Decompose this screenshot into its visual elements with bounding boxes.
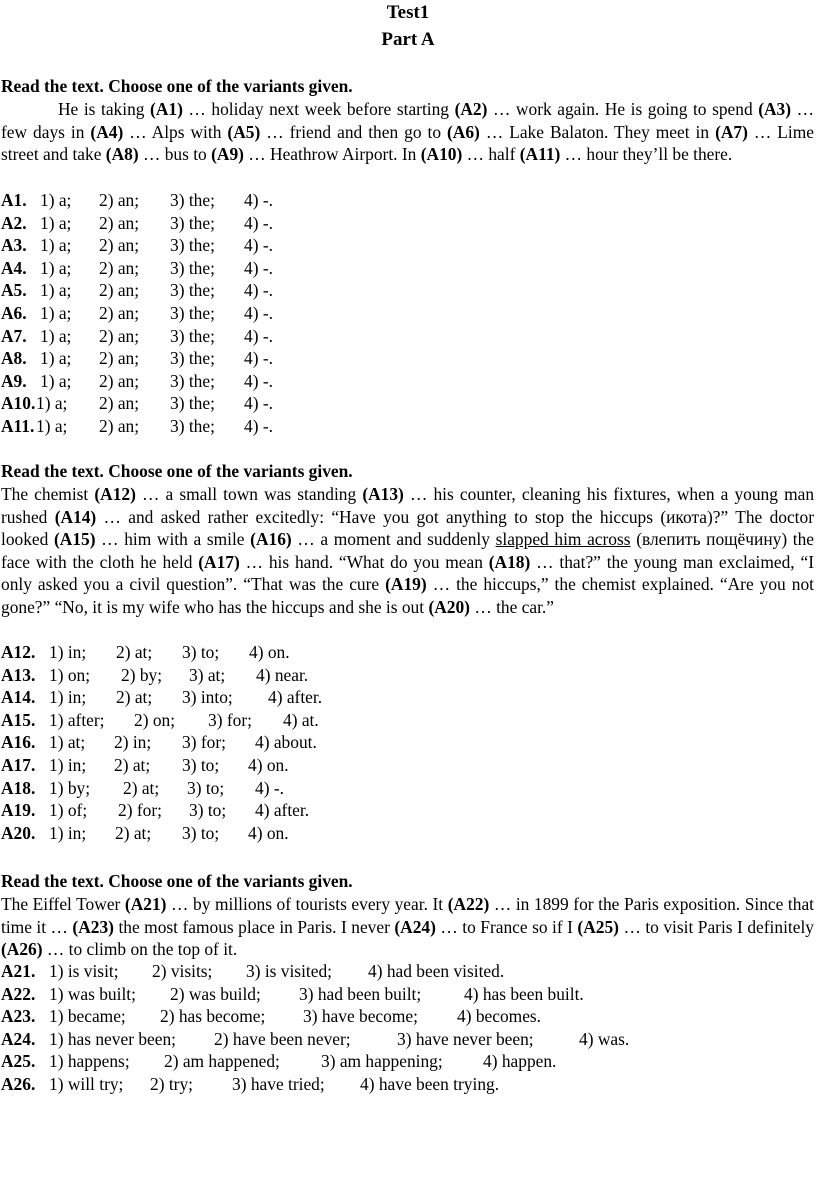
question-label: A21. xyxy=(1,961,36,981)
text-run: … Lake Balaton. They meet in xyxy=(479,121,716,142)
text-run: … Alps with xyxy=(123,121,228,142)
answer-option[interactable]: 2) an; xyxy=(99,212,140,233)
answer-option[interactable]: 2) an; xyxy=(99,325,140,346)
answer-option[interactable]: 1) a; xyxy=(40,257,72,278)
answer-option[interactable]: 4) about. xyxy=(255,732,317,753)
answer-option[interactable]: 1) will try; xyxy=(49,1074,124,1094)
answer-option[interactable]: 2) have been never; xyxy=(214,1028,351,1049)
answer-option[interactable]: 1) a; xyxy=(40,280,72,301)
answer-option[interactable]: 1) a; xyxy=(40,235,72,256)
answer-option[interactable]: 1) was built; xyxy=(49,983,136,1004)
answer-option[interactable]: 2) at; xyxy=(116,687,153,708)
answer-option[interactable]: 3) the; xyxy=(170,416,215,436)
answer-option[interactable]: 3) have tried; xyxy=(232,1074,325,1094)
answer-option[interactable]: 4) -. xyxy=(244,212,273,233)
question-label: A17. xyxy=(1,755,36,775)
gap-marker: (A14) xyxy=(54,506,97,527)
answer-option[interactable]: 2) an; xyxy=(99,393,140,414)
answer-option[interactable]: 2) visits; xyxy=(152,961,213,981)
answer-option[interactable]: 3) have never been; xyxy=(397,1028,534,1049)
gap-marker: (A25) xyxy=(577,916,619,937)
gap-marker: (A5) xyxy=(227,121,261,142)
question-label: A15. xyxy=(1,709,36,730)
question-label: A5. xyxy=(1,280,27,301)
text-run: … by millions of tourists every year. It xyxy=(166,894,448,914)
gap-marker: (A1) xyxy=(150,99,183,119)
question-label: A10. xyxy=(1,393,36,414)
question-label: A23. xyxy=(1,1006,36,1027)
answer-option[interactable]: 3) for; xyxy=(208,709,252,730)
answer-option[interactable]: 2) an; xyxy=(99,348,140,369)
answer-option[interactable]: 1) a; xyxy=(40,325,72,346)
answer-option[interactable]: 3) to; xyxy=(187,777,225,798)
text-run: … to France so if I xyxy=(435,916,578,937)
answer-option[interactable]: 1) in; xyxy=(49,687,87,708)
answer-option[interactable]: 1) a; xyxy=(40,190,72,210)
answer-option[interactable]: 3) have become; xyxy=(303,1006,418,1027)
gap-marker: (A21) xyxy=(124,894,167,914)
question-label: A6. xyxy=(1,303,27,323)
answer-option[interactable]: 4) -. xyxy=(244,416,273,436)
question-label: A13. xyxy=(1,664,36,685)
question-label: A24. xyxy=(1,1028,36,1049)
answer-option[interactable]: 3) am happening; xyxy=(321,1051,443,1072)
text-run: … the hiccups,” the chemist explained. “Are you not gone?” “No, it is my wife who has the hiccups and she is out xyxy=(1,574,814,617)
answer-option[interactable]: 2) an; xyxy=(99,235,140,256)
answer-option[interactable]: 3) is visited; xyxy=(246,961,332,981)
answer-option[interactable]: 2) an; xyxy=(99,280,140,301)
answer-option[interactable]: 3) the; xyxy=(170,303,215,323)
answer-option[interactable]: 3) the; xyxy=(170,393,215,414)
question-label: A3. xyxy=(1,235,27,256)
text-run: … few days in xyxy=(1,99,814,142)
answer-option[interactable]: 4) on. xyxy=(249,642,290,662)
answer-option[interactable]: 1) a; xyxy=(40,303,72,323)
gap-marker: (A23) xyxy=(72,916,114,937)
section2-instruction: Read the text. Choose one of the variants given. xyxy=(1,461,353,481)
answer-option[interactable]: 1) a; xyxy=(40,212,72,233)
text-run: … a moment and suddenly xyxy=(291,529,496,550)
answer-option[interactable]: 1) at; xyxy=(49,732,86,753)
answer-option[interactable]: 3) the; xyxy=(170,190,215,210)
gap-marker: (A16) xyxy=(250,529,292,550)
answer-option[interactable]: 1) is visit; xyxy=(49,961,119,981)
answer-option[interactable]: 3) the; xyxy=(170,325,215,346)
answer-option[interactable]: 1) a; xyxy=(40,348,72,369)
text-run: The Eiffel Tower xyxy=(1,894,125,914)
answer-option[interactable]: 1) a; xyxy=(36,393,68,414)
gap-marker: (A10) xyxy=(420,144,463,165)
gap-marker: (A22) xyxy=(447,894,490,914)
answer-option[interactable]: 2) at; xyxy=(116,642,153,662)
answer-option[interactable]: 1) on; xyxy=(49,664,91,685)
question-label: A8. xyxy=(1,348,27,369)
answer-option[interactable]: 1) a; xyxy=(36,416,68,436)
question-label: A26. xyxy=(1,1074,36,1094)
text-run: … him with a smile xyxy=(95,529,251,550)
answer-option[interactable]: 2) by; xyxy=(121,664,163,685)
answer-option[interactable]: 4) -. xyxy=(244,325,273,346)
answer-option[interactable]: 3) the; xyxy=(170,280,215,301)
answer-option[interactable]: 3) into; xyxy=(182,687,233,708)
answer-option[interactable]: 3) to; xyxy=(182,642,220,662)
gap-marker: (A8) xyxy=(105,144,139,165)
text-run: … work again. He is going to spend xyxy=(487,99,759,119)
answer-option[interactable]: 4) happen. xyxy=(483,1051,557,1072)
answer-option[interactable]: 1) happens; xyxy=(49,1051,130,1072)
answer-option[interactable]: 3) for; xyxy=(182,732,226,753)
answer-option[interactable]: 1) of; xyxy=(49,800,88,821)
document-title: Test1 xyxy=(386,2,430,23)
answer-option[interactable]: 1) in; xyxy=(49,822,87,843)
answer-option[interactable]: 2) an; xyxy=(99,190,140,210)
answer-option[interactable]: 4) -. xyxy=(244,235,273,256)
answer-option[interactable]: 2) was build; xyxy=(170,983,261,1004)
text-run: the most famous place in Paris. I never xyxy=(113,916,395,937)
answer-option[interactable]: 2) at; xyxy=(115,822,152,843)
answer-option[interactable]: 4) at. xyxy=(283,709,319,730)
answer-option[interactable]: 3) at; xyxy=(189,664,226,685)
answer-option[interactable]: 1) became; xyxy=(49,1006,126,1027)
answer-option[interactable]: 1) after; xyxy=(49,709,105,730)
answer-option[interactable]: 2) try; xyxy=(150,1074,193,1094)
question-label: A19. xyxy=(1,800,36,821)
answer-option[interactable]: 2) am happened; xyxy=(164,1051,280,1072)
question-label: A4. xyxy=(1,257,27,278)
question-label: A14. xyxy=(1,687,36,708)
text-run: … his counter, cleaning his fixtures, when a young man rushed xyxy=(1,484,815,527)
answer-option[interactable]: 4) on. xyxy=(248,822,289,843)
answer-option[interactable]: 2) an; xyxy=(99,303,140,323)
text-run: The chemist xyxy=(1,484,95,504)
gap-marker: (A26) xyxy=(1,939,43,960)
answer-option[interactable]: 4) -. xyxy=(244,348,273,369)
answer-option[interactable]: 4) -. xyxy=(244,393,273,414)
gap-marker: (A20) xyxy=(428,596,470,617)
section1-instruction: Read the text. Choose one of the variants given. xyxy=(1,76,353,96)
answer-option[interactable]: 2) at; xyxy=(123,777,160,798)
answer-option[interactable]: 4) -. xyxy=(255,777,284,798)
answer-option[interactable]: 4) have been trying. xyxy=(360,1074,500,1094)
answer-option[interactable]: 3) to; xyxy=(182,822,220,843)
question-label: A22. xyxy=(1,983,36,1004)
answer-option[interactable]: 4) has been built. xyxy=(464,983,584,1004)
text-run: … to visit Paris I definitely xyxy=(618,916,814,937)
question-label: A12. xyxy=(1,642,36,662)
underlined-phrase: slapped him across xyxy=(495,529,631,550)
gap-marker: (A3) xyxy=(758,99,792,119)
answer-option[interactable]: 1) in; xyxy=(49,755,87,775)
answer-option[interactable]: 4) -. xyxy=(244,303,273,323)
gap-marker: (A24) xyxy=(394,916,436,937)
text-run: … to climb on the top of it. xyxy=(42,939,238,960)
answer-option[interactable]: 2) for; xyxy=(118,800,162,821)
text-run: He is taking xyxy=(58,99,151,119)
answer-option[interactable]: 1) a; xyxy=(40,370,72,391)
document-subtitle: Part A xyxy=(381,29,435,50)
text-run: … hour they’ll be there. xyxy=(560,144,733,165)
answer-option[interactable]: 3) had been built; xyxy=(299,983,422,1004)
text-run: … bus to xyxy=(138,144,212,165)
text-run: … half xyxy=(462,144,520,165)
answer-option[interactable]: 4) -. xyxy=(244,370,273,391)
gap-marker: (A17) xyxy=(198,551,240,572)
answer-option[interactable]: 2) an; xyxy=(99,257,140,278)
answer-option[interactable]: 2) on; xyxy=(134,709,176,730)
gap-marker: (A7) xyxy=(715,121,748,142)
gap-marker: (A19) xyxy=(385,574,427,595)
answer-option[interactable]: 3) the; xyxy=(170,257,215,278)
gap-marker: (A18) xyxy=(488,551,531,572)
gap-marker: (A4) xyxy=(90,121,124,142)
answer-option[interactable]: 3) to; xyxy=(189,800,227,821)
text-run: (влепить пощёчину) the face with the cloth he held xyxy=(1,529,814,572)
text-run: … in 1899 for the Paris exposition. Since that time it … xyxy=(1,894,814,937)
gap-marker: (A9) xyxy=(211,144,244,165)
answer-option[interactable]: 4) was. xyxy=(579,1028,630,1049)
gap-marker: (A15) xyxy=(53,529,96,550)
answer-option[interactable]: 4) becomes. xyxy=(457,1006,542,1027)
section3-instruction: Read the text. Choose one of the variants given. xyxy=(1,871,353,891)
question-label: A25. xyxy=(1,1051,36,1072)
text-run: … that?” the young man exclaimed, “I only asked you a civil question”. “That was the cure xyxy=(1,551,814,595)
gap-marker: (A12) xyxy=(94,484,136,504)
section2-text xyxy=(1,483,814,619)
answer-option[interactable]: 4) on. xyxy=(248,755,289,775)
question-label: A1. xyxy=(1,190,27,210)
section3-text xyxy=(1,893,814,961)
answer-option[interactable]: 4) after. xyxy=(255,800,310,821)
answer-option[interactable]: 3) the; xyxy=(170,348,215,369)
question-label: A7. xyxy=(1,325,27,346)
question-label: A20. xyxy=(1,822,36,843)
answer-option[interactable]: 3) the; xyxy=(170,370,215,391)
answer-option[interactable]: 2) in; xyxy=(114,732,152,753)
answer-option[interactable]: 1) has never been; xyxy=(49,1028,176,1049)
question-label: A16. xyxy=(1,732,36,753)
answer-option[interactable]: 1) by; xyxy=(49,777,91,798)
section1-text xyxy=(1,98,814,166)
question-label: A9. xyxy=(1,370,27,391)
text-run: … friend and then go to xyxy=(260,121,448,142)
answer-option[interactable]: 4) after. xyxy=(268,687,323,708)
answer-option[interactable]: 2) at; xyxy=(114,755,151,775)
answer-option[interactable]: 4) had been visited. xyxy=(368,961,505,981)
answer-option[interactable]: 2) an; xyxy=(99,370,140,391)
answer-option[interactable]: 3) to; xyxy=(182,755,220,775)
text-run: … holiday next week before starting xyxy=(182,99,455,119)
text-run: … a small town was standing xyxy=(135,484,363,504)
answer-option[interactable]: 2) an; xyxy=(99,416,140,436)
answer-option[interactable]: 2) has become; xyxy=(160,1006,266,1027)
gap-marker: (A6) xyxy=(447,121,480,142)
text-run: … his hand. “What do you mean xyxy=(239,551,489,572)
gap-marker: (A2) xyxy=(454,99,488,119)
answer-option[interactable]: 4) -. xyxy=(244,190,273,210)
answer-option[interactable]: 4) near. xyxy=(256,664,309,685)
gap-marker: (A11) xyxy=(519,144,561,165)
text-run: … the car.” xyxy=(469,596,554,617)
answer-option[interactable]: 4) -. xyxy=(244,280,273,301)
question-label: A18. xyxy=(1,777,36,798)
gap-marker: (A13) xyxy=(362,484,404,504)
answer-option[interactable]: 1) in; xyxy=(49,642,87,662)
text-run: … Heathrow Airport. In xyxy=(243,144,421,165)
text-run: … and asked rather excitedly: “Have you got anything to stop the hiccups (икота)?” The doctor looked xyxy=(1,506,814,550)
question-label: A11. xyxy=(1,416,35,436)
answer-option[interactable]: 4) -. xyxy=(244,257,273,278)
question-label: A2. xyxy=(1,212,27,233)
answer-option[interactable]: 3) the; xyxy=(170,212,215,233)
answer-option[interactable]: 3) the; xyxy=(170,235,215,256)
text-run: … Lime street and take xyxy=(1,121,814,165)
